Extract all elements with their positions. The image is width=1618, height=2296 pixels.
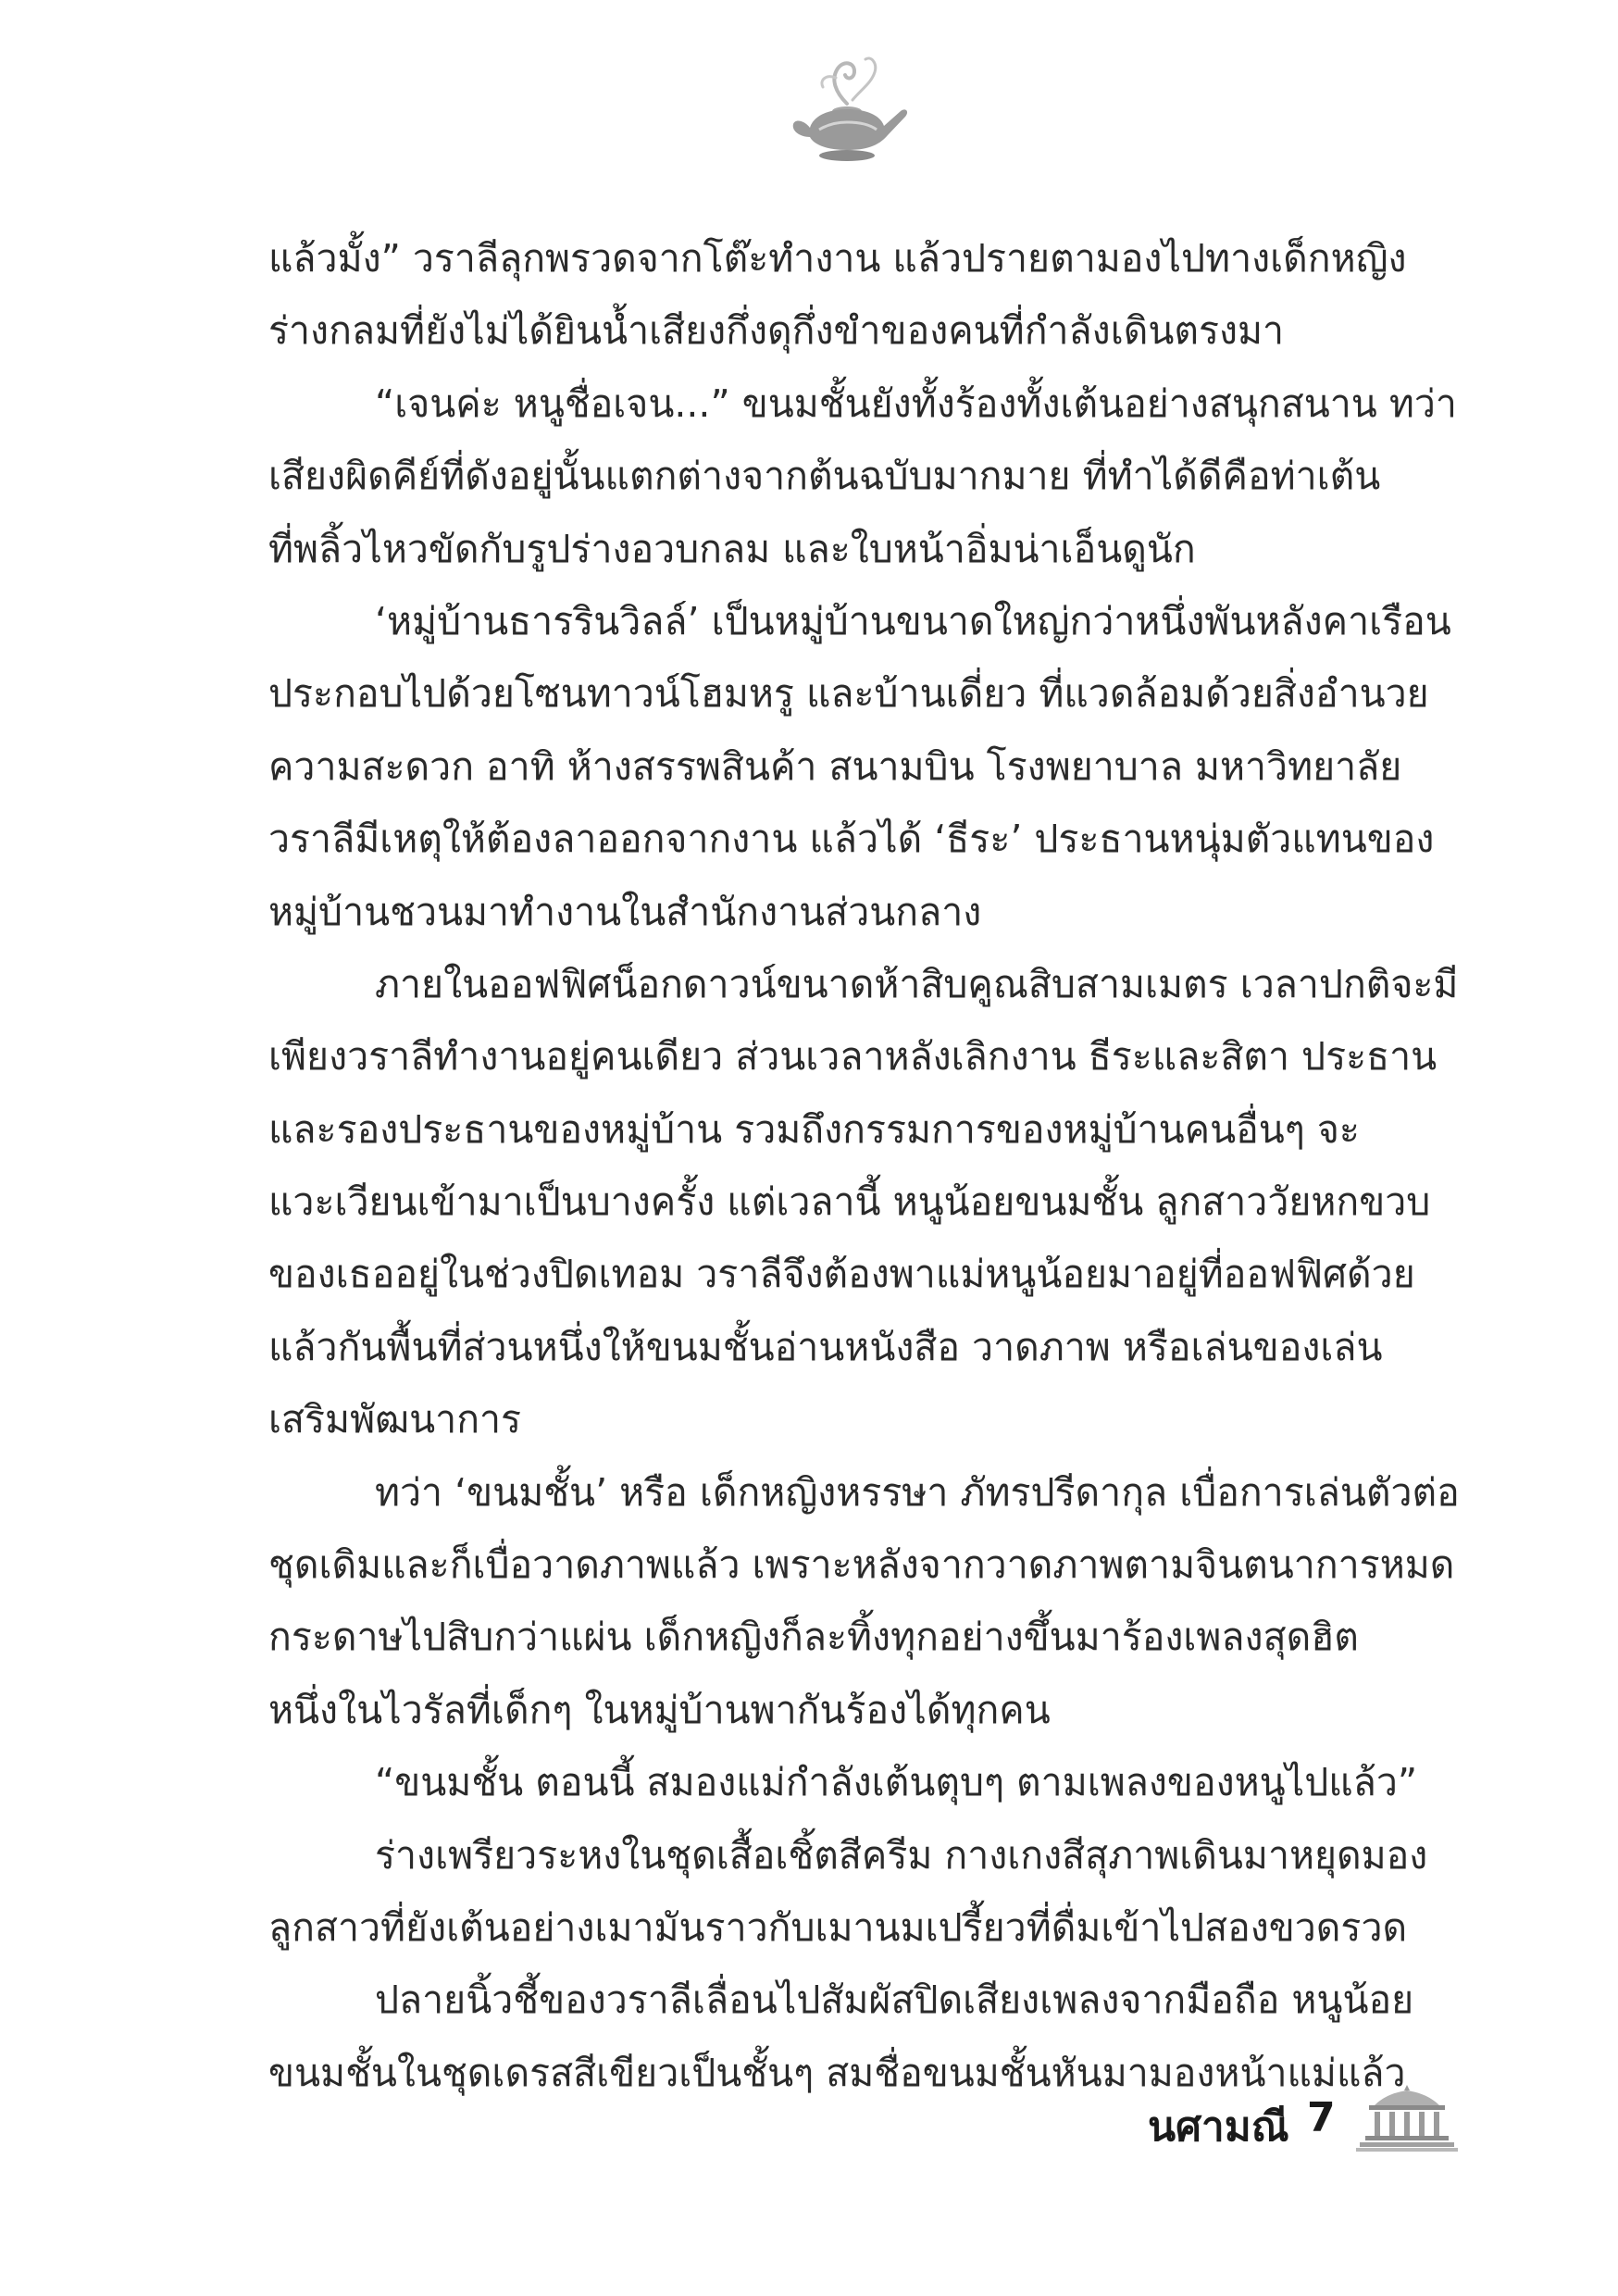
text-line: เพียงวราลีทำงานอยู่คนเดียว ส่วนเวลาหลังเลิกงาน ธีระและสิตา ประธาน xyxy=(268,1034,1438,1079)
genie-lamp-icon xyxy=(782,46,912,167)
text-line: แวะเวียนเข้ามาเป็นบางครั้ง แต่เวลานี้ หนูน้อยขนมชั้น ลูกสาววัยหกขวบ xyxy=(268,1179,1431,1225)
text-line: ‘หมู่บ้านธารรินวิลล์’ เป็นหมู่บ้านขนาดใหญ่กว่าหนึ่งพันหลังคาเรือน xyxy=(375,598,1451,643)
text-line: เสริมพัฒนาการ xyxy=(268,1397,522,1442)
page-number: 7 xyxy=(1307,2094,1336,2141)
text-line: ร่างกลมที่ยังไม่ได้ยินน้ำเสียงกึ่งดุกึ่งขำของคนที่กำลังเดินตรงมา xyxy=(268,308,1285,354)
text-line: ประกอบไปด้วยโซนทาวน์โฮมหรู และบ้านเดี่ยว ที่แวดล้อมด้วยสิ่งอำนวย xyxy=(268,671,1429,717)
body-text xyxy=(268,222,1481,2109)
text-line: วราลีมีเหตุให้ต้องลาออกจากงาน แล้วได้ ‘ธีระ’ ประธานหนุ่มตัวแทนของ xyxy=(268,817,1435,862)
text-line: แล้วมั้ง” วราลีลุกพรวดจากโต๊ะทำงาน แล้วปรายตามองไปทางเด็กหญิง xyxy=(268,236,1407,281)
text-line: ปลายนิ้วชี้ของวราลีเลื่อนไปสัมผัสปิดเสียงเพลงจากมือถือ หนูน้อย xyxy=(375,1978,1414,2023)
text-line: ลูกสาวที่ยังเต้นอย่างเมามันราวกับเมานมเปรี้ยวที่ดื่มเข้าไปสองขวดรวด xyxy=(268,1904,1408,1950)
text-line: “ขนมชั้น ตอนนี้ สมองแม่กำลังเต้นตุบๆ ตามเพลงของหนูไปแล้ว” xyxy=(375,1760,1418,1805)
text-line: ความสะดวก อาทิ ห้างสรรพสินค้า สนามบิน โรงพยาบาล มหาวิทยาลัย xyxy=(268,743,1402,789)
text-line: ขนมชั้นในชุดเดรสสีเขียวเป็นชั้นๆ สมชื่อขนมชั้นหันมามองหน้าแม่แล้ว xyxy=(268,2050,1406,2095)
text-line: แล้วกันพื้นที่ส่วนหนึ่งให้ขนมชั้นอ่านหนังสือ วาดภาพ หรือเล่นของเล่น xyxy=(268,1324,1383,1369)
text-line: ภายในออฟฟิศน็อกดาวน์ขนาดห้าสิบคูณสิบสามเมตร เวลาปกติจะมี xyxy=(375,961,1459,1006)
pavilion-icon xyxy=(1356,2081,1458,2153)
text-line: ชุดเดิมและก็เบื่อวาดภาพแล้ว เพราะหลังจากวาดภาพตามจินตนาการหมด xyxy=(268,1542,1455,1588)
text-line: กระดาษไปสิบกว่าแผ่น เด็กหญิงก็ละทิ้งทุกอย่างขึ้นมาร้องเพลงสุดฮิต xyxy=(268,1615,1359,1660)
text-line: “เจนค่ะ หนูชื่อเจน...” ขนมชั้นยังทั้งร้องทั้งเต้นอย่างสนุกสนาน ทว่า xyxy=(375,381,1457,426)
text-line: ที่พลิ้วไหวขัดกับรูปร่างอวบกลม และใบหน้าอิ่มน่าเอ็นดูนัก xyxy=(268,526,1196,571)
text-line: ของเธออยู่ในช่วงปิดเทอม วราลีจึงต้องพาแม่หนูน้อยมาอยู่ที่ออฟฟิศด้วย xyxy=(268,1252,1415,1297)
text-line: และรองประธานของหมู่บ้าน รวมถึงกรรมการของหมู่บ้านคนอื่นๆ จะ xyxy=(268,1106,1360,1152)
text-line: หนึ่งในไวรัลที่เด็กๆ ในหมู่บ้านพากันร้องได้ทุกคน xyxy=(268,1687,1051,1732)
text-line: เสียงผิดคีย์ที่ดังอยู่นั้นแตกต่างจากต้นฉบับมากมาย ที่ทำได้ดีคือท่าเต้น xyxy=(268,454,1381,499)
book-title: นศามณี xyxy=(1148,2103,1289,2151)
text-line: ร่างเพรียวระหงในชุดเสื้อเชิ้ตสีครีม กางเกงสีสุภาพเดินมาหยุดมอง xyxy=(375,1832,1428,1878)
text-line: ทว่า ‘ขนมชั้น’ หรือ เด็กหญิงหรรษา ภัทรปรีดากุล เบื่อการเล่นตัวต่อ xyxy=(375,1469,1460,1515)
text-line: หมู่บ้านชวนมาทำงานในสำนักงานส่วนกลาง xyxy=(268,889,982,934)
